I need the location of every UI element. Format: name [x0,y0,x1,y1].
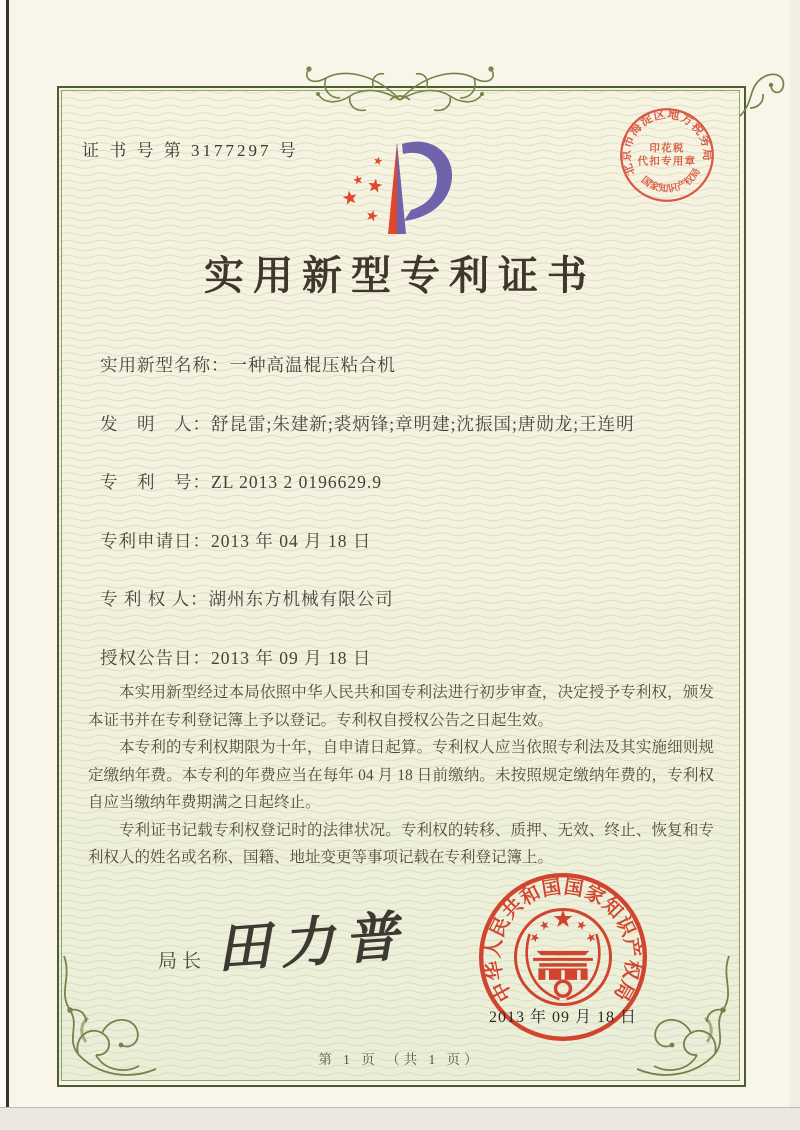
scan-edge-shadow [6,0,9,1110]
field-label: 授权公告日： [100,647,211,668]
top-right-corner-ornament [736,64,792,120]
field-value: 2013 年 04 月 18 日 [211,530,372,551]
bottom-left-corner-ornament [46,956,161,1088]
legal-paragraph-2: 本专利的专利权期限为十年，自申请日起算。专利权人应当依照专利法及其实施细则规定缴纳年费。本专利的年费应当在每年 04 月 18 日前缴纳。未按照规定缴纳年费的，专利权自应当缴纳年费期满之日起终止。 [88,739,714,811]
field-label: 专 利 权 人： [100,589,209,609]
commissioner-signature: 田力普 [214,906,411,980]
tax-stamp-center-line2: 代扣专用章 [637,156,697,168]
field-patent-number [100,469,730,528]
commissioner-title: 局长 [158,951,207,972]
field-label: 专 利 号： [100,472,211,492]
field-value: 舒昆雷;朱建新;裘炳锋;章明建;沈振国;唐勋龙;王连明 [211,413,635,434]
page-number-footer: 第 1 页 （共 1 页） [318,1052,482,1067]
field-utility-model-name [100,352,730,411]
cnipa-logo-icon [330,134,470,246]
legal-paragraph-1: 本实用新型经过本局依照中华人民共和国专利法进行初步审查，决定授予专利权，颁发本证书并在专利登记簿上予以登记。专利权自授权公告之日起生效。 [88,684,714,729]
tax-stamp-bottom-arc-text: 国家知识产权局 [638,166,704,196]
field-label: 实用新型名称： [100,355,230,375]
legal-text-block [88,679,714,872]
top-flourish-ornament [278,60,522,116]
field-value: 一种高温棍压粘合机 [229,355,396,375]
seal-ring-text: 中华人民共和国国家知识产权局 [482,877,644,1005]
tax-stamp-center-line1: 印花税 [649,143,685,155]
seal-date: 2013 年 09 月 18 日 [488,1009,637,1026]
field-application-date [100,528,730,587]
certificate-title: 实用新型专利证书 [204,253,596,298]
svg-text:国家知识产权局 [637,164,706,200]
scan-bottom-margin [0,1107,800,1130]
field-value: 2013 年 09 月 18 日 [211,647,372,668]
field-value: 湖州东方机械有限公司 [208,589,394,609]
tax-stamp-seal [615,103,719,207]
svg-text:中华人民共和国国家知识产权局 [481,876,645,1006]
certificate-fields [100,352,730,703]
scan-right-margin [790,0,800,1130]
field-patentee [100,586,730,645]
legal-paragraph-3: 专利证书记载专利权登记时的法律状况。专利权的转移、质押、无效、终止、恢复和专利权人的姓名或名称、国籍、地址变更等事项记载在专利登记簿上。 [88,821,714,866]
field-label: 专利申请日： [100,530,211,551]
field-label: 发 明 人： [100,413,211,434]
field-inventors [100,411,730,470]
national-emblem-icon [515,909,610,1004]
field-value: ZL 2013 2 0196629.9 [211,472,382,492]
tax-stamp-top-arc-text: 北京市海淀区地方税务局 [620,107,714,178]
certificate-number: 证 书 号 第 3177297 号 [82,141,299,160]
